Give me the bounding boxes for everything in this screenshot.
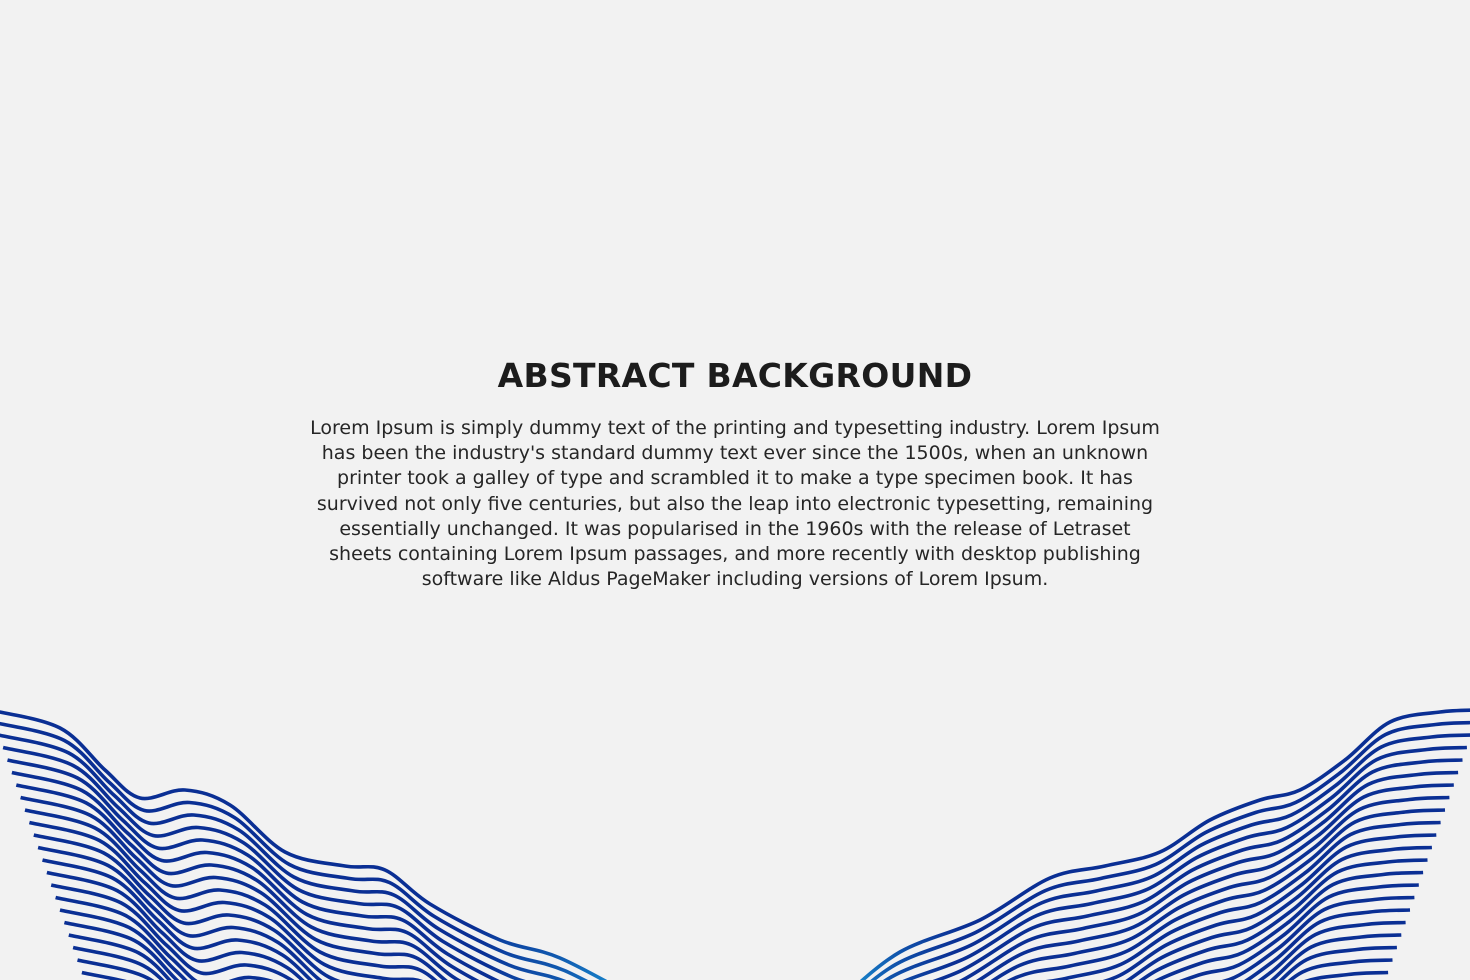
text-block — [300, 352, 1170, 592]
left-wave-line — [16, 785, 666, 980]
right-wave-group — [748, 710, 1470, 980]
page-title: ABSTRACT BACKGROUND — [497, 356, 973, 395]
left-wave-group — [0, 710, 732, 980]
description-paragraph: Lorem Ipsum is simply dummy text of the printing and typesetting industry. Lorem Ipsum has been the industry's standard dummy text ever since the 1500s, when an unknown printer took a galley of type and scrambled it to make a type specimen book. It has survived not only five centuries, but also the leap into electronic typesetting, remaining essentially unchanged. It was popularised in the 1960s with the release of Letraset sheets containing Lorem Ipsum passages, and more recently with desktop publishing software like Aldus PageMaker including versions of Lorem Ipsum. — [310, 417, 1160, 591]
